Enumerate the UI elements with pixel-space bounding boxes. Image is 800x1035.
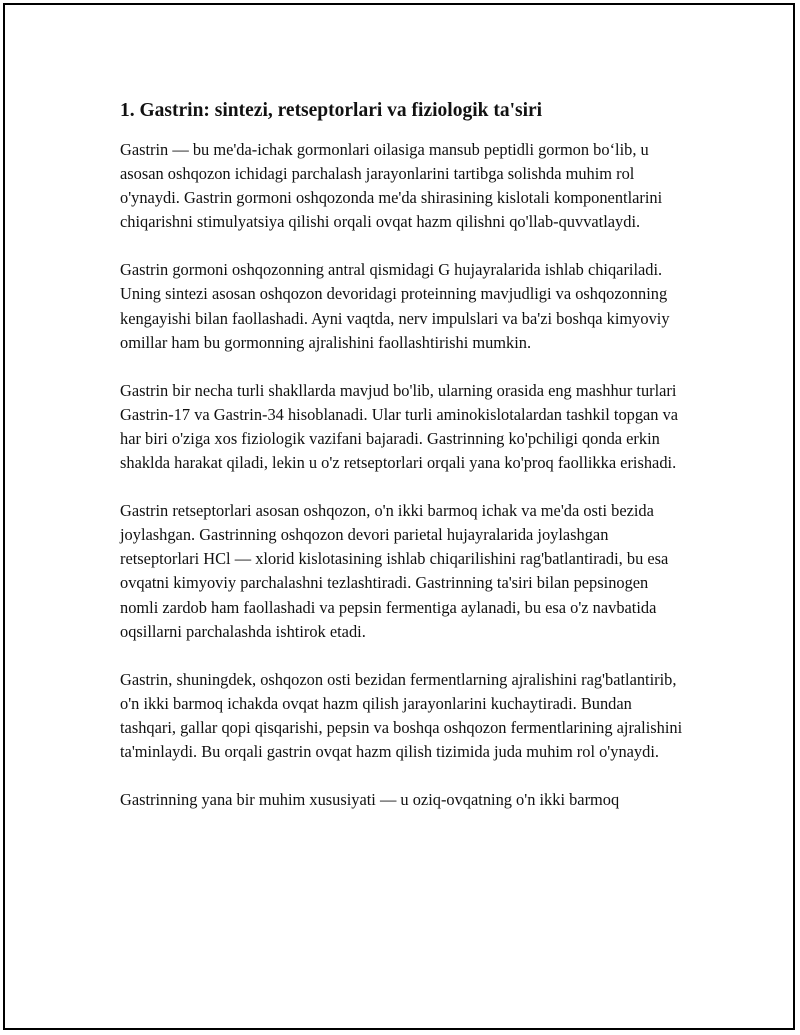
document-body	[120, 98, 690, 836]
paragraph-2: Gastrin gormoni oshqozonning antral qismidagi G hujayralarida ishlab chiqariladi. Uning sintezi asosan oshqozon devoridagi proteinning mavjudligi va oshqozonning kengayishi bilan faollashadi. Ayni vaqtda, nerv impulslari va ba'zi boshqa kimyoviy omillar ham bu gormonning ajralishini faollashtirishi mumkin.	[120, 260, 670, 352]
paragraph-4: Gastrin retseptorlari asosan oshqozon, o'n ikki barmoq ichak va me'da osti bezida joylashgan. Gastrinning oshqozon devori parietal hujayralarida joylashgan retseptorlari HCl — xlorid kislotasining ishlab chiqarilishini rag'batlantiradi, bu esa ovqatni kimyoviy parchalashni tezlashtiradi. Gastrinning ta'siri bilan pepsinogen nomli zardob ham faollashadi va pepsin fermentiga aylanadi, bu esa o'z navbatida oqsillarni parchalashda ishtirok etadi.	[120, 501, 669, 641]
section-heading: 1. Gastrin: sintezi, retseptorlari va fiziologik ta'siri	[120, 100, 543, 121]
page-frame	[3, 3, 795, 1030]
paragraph-5: Gastrin, shuningdek, oshqozon osti bezidan fermentlarning ajralishini rag'batlantirib, o'n ikki barmoq ichakda ovqat hazm qilish jarayonlarini kuchaytiradi. Bundan tashqari, gallar qopi qisqarishi, pepsin va boshqa oshqozon fermentlarining ajralishini ta'minlaydi. Bu orqali gastrin ovqat hazm qilish tizimida juda muhim rol o'ynaydi.	[120, 669, 683, 761]
paragraph-6: Gastrinning yana bir muhim xususiyati — u oziq-ovqatning o'n ikki barmoq	[120, 790, 620, 810]
paragraph-1: Gastrin — bu me'da-ichak gormonlari oilasiga mansub peptidli gormon bo‘lib, u asosan oshqozon ichidagi parchalash jarayonlarini tartibga solishda muhim rol o'ynaydi. Gastrin gormoni oshqozonda me'da shirasining kislotali komponentlarini chiqarishni stimulyatsiya qilishi orqali ovqat hazm qilishni qo'llab-quvvatlaydi.	[120, 140, 663, 232]
paragraph-3: Gastrin bir necha turli shakllarda mavjud bo'lib, ularning orasida eng mashhur turlari Gastrin-17 va Gastrin-34 hisoblanadi. Ular turli aminokislotalardan tashkil topgan va har biri o'ziga xos fiziologik vazifani bajaradi. Gastrinning ko'pchiligi qonda erkin shaklda harakat qiladi, lekin u o'z retseptorlari orqali yana ko'proq faollikka erishadi.	[120, 380, 679, 473]
